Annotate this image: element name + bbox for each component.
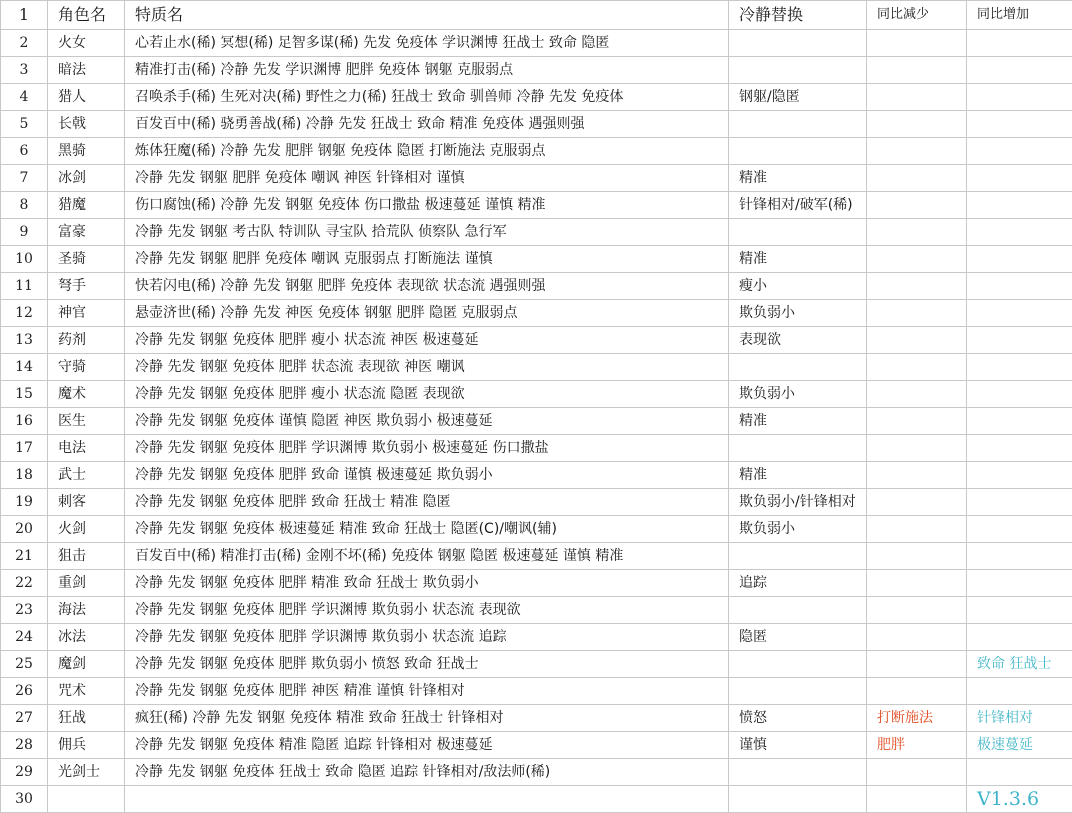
- cell-decrease[interactable]: [867, 489, 967, 516]
- cell-increase[interactable]: [967, 408, 1072, 435]
- cell-calm-replace[interactable]: 欺负弱小: [729, 516, 867, 543]
- cell-decrease[interactable]: [867, 462, 967, 489]
- cell-increase[interactable]: [967, 462, 1072, 489]
- cell-decrease[interactable]: [867, 327, 967, 354]
- cell-increase[interactable]: [967, 327, 1072, 354]
- row-number[interactable]: 4: [1, 84, 48, 111]
- row-number[interactable]: 9: [1, 219, 48, 246]
- cell-calm-replace[interactable]: [729, 678, 867, 705]
- cell-increase[interactable]: [967, 516, 1072, 543]
- cell-decrease[interactable]: [867, 435, 967, 462]
- table-row: [1, 462, 1072, 489]
- cell-trait-names[interactable]: 悬壶济世(稀) 冷静 先发 神医 免疫体 钢躯 肥胖 隐匿 克服弱点: [125, 300, 729, 327]
- row-number[interactable]: 3: [1, 57, 48, 84]
- table-row: [1, 786, 1072, 813]
- cell-role-name[interactable]: 重剑: [48, 570, 125, 597]
- row-number[interactable]: 17: [1, 435, 48, 462]
- cell-role-name[interactable]: 光剑士: [48, 759, 125, 786]
- row-number[interactable]: 21: [1, 543, 48, 570]
- row-number[interactable]: 7: [1, 165, 48, 192]
- cell-increase[interactable]: [967, 300, 1072, 327]
- cell-increase[interactable]: [967, 165, 1072, 192]
- cell-trait-names[interactable]: 冷静 先发 钢躯 免疫体 极速蔓延 精准 致命 狂战士 隐匿(C)/嘲讽(辅): [125, 516, 729, 543]
- cell-decrease[interactable]: [867, 678, 967, 705]
- cell-calm-replace[interactable]: [729, 219, 867, 246]
- cell-calm-replace[interactable]: 表现欲: [729, 327, 867, 354]
- row-number[interactable]: 10: [1, 246, 48, 273]
- cell-decrease[interactable]: [867, 246, 967, 273]
- cell-role-name[interactable]: 弩手: [48, 273, 125, 300]
- cell-increase[interactable]: [967, 678, 1072, 705]
- cell-trait-names[interactable]: 精准打击(稀) 冷静 先发 学识渊博 肥胖 免疫体 钢躯 克服弱点: [125, 57, 729, 84]
- cell-trait-names[interactable]: 冷静 先发 钢躯 免疫体 肥胖 状态流 表现欲 神医 嘲讽: [125, 354, 729, 381]
- cell-calm-replace[interactable]: [729, 30, 867, 57]
- cell-calm-replace[interactable]: 愤怒: [729, 705, 867, 732]
- cell-decrease[interactable]: [867, 570, 967, 597]
- cell-trait-names[interactable]: 冷静 先发 钢躯 考古队 特训队 寻宝队 拾荒队 侦察队 急行军: [125, 219, 729, 246]
- cell-increase[interactable]: [967, 138, 1072, 165]
- cell-calm-replace[interactable]: [729, 759, 867, 786]
- cell-increase[interactable]: [967, 543, 1072, 570]
- cell-calm-replace[interactable]: [729, 543, 867, 570]
- cell-calm-replace[interactable]: [729, 57, 867, 84]
- cell-calm-replace[interactable]: 追踪: [729, 570, 867, 597]
- cell-decrease[interactable]: [867, 408, 967, 435]
- cell-increase[interactable]: [967, 759, 1072, 786]
- cell-calm-replace[interactable]: [729, 786, 867, 813]
- cell-calm-replace[interactable]: 欺负弱小: [729, 300, 867, 327]
- cell-increase[interactable]: [967, 354, 1072, 381]
- table-row: [1, 570, 1072, 597]
- row-number[interactable]: 24: [1, 624, 48, 651]
- table-row: [1, 651, 1072, 678]
- cell-increase[interactable]: 针锋相对: [967, 705, 1072, 732]
- cell-decrease[interactable]: [867, 516, 967, 543]
- cell-decrease[interactable]: 肥胖: [867, 732, 967, 759]
- row-number[interactable]: 5: [1, 111, 48, 138]
- cell-trait-names[interactable]: 心若止水(稀) 冥想(稀) 足智多谋(稀) 先发 免疫体 学识渊博 狂战士 致命 隐匿: [125, 30, 729, 57]
- cell-increase[interactable]: [967, 624, 1072, 651]
- table-row: [1, 165, 1072, 192]
- cell-increase[interactable]: [967, 219, 1072, 246]
- cell-decrease[interactable]: [867, 138, 967, 165]
- row-number[interactable]: 18: [1, 462, 48, 489]
- header-decrease[interactable]: 同比减少: [867, 1, 967, 30]
- row-number[interactable]: 15: [1, 381, 48, 408]
- table-row: [1, 678, 1072, 705]
- cell-increase[interactable]: [967, 57, 1072, 84]
- cell-increase[interactable]: [967, 489, 1072, 516]
- cell-increase[interactable]: [967, 30, 1072, 57]
- cell-trait-names[interactable]: 冷静 先发 钢躯 免疫体 肥胖 精准 致命 狂战士 欺负弱小: [125, 570, 729, 597]
- row-number[interactable]: 22: [1, 570, 48, 597]
- row-number[interactable]: 8: [1, 192, 48, 219]
- cell-increase[interactable]: [967, 192, 1072, 219]
- cell-increase[interactable]: [967, 84, 1072, 111]
- cell-role-name[interactable]: 火女: [48, 30, 125, 57]
- table-row: [1, 57, 1072, 84]
- row-number[interactable]: 12: [1, 300, 48, 327]
- table-row: [1, 300, 1072, 327]
- cell-calm-replace[interactable]: 钢躯/隐匿: [729, 84, 867, 111]
- cell-trait-names[interactable]: 冷静 先发 钢躯 免疫体 肥胖 神医 精准 谨慎 针锋相对: [125, 678, 729, 705]
- table-row: [1, 489, 1072, 516]
- row-number[interactable]: 19: [1, 489, 48, 516]
- cell-role-name[interactable]: 电法: [48, 435, 125, 462]
- table-row: [1, 111, 1072, 138]
- cell-trait-names[interactable]: 冷静 先发 钢躯 免疫体 肥胖 致命 狂战士 精准 隐匿: [125, 489, 729, 516]
- cell-role-name[interactable]: 药剂: [48, 327, 125, 354]
- cell-decrease[interactable]: [867, 543, 967, 570]
- cell-role-name[interactable]: 圣骑: [48, 246, 125, 273]
- row-number[interactable]: 20: [1, 516, 48, 543]
- table-row: [1, 597, 1072, 624]
- cell-role-name[interactable]: 冰剑: [48, 165, 125, 192]
- table-row: [1, 192, 1072, 219]
- cell-increase[interactable]: 致命 狂战士: [967, 651, 1072, 678]
- cell-decrease[interactable]: [867, 219, 967, 246]
- cell-role-name[interactable]: 长戟: [48, 111, 125, 138]
- table-row: [1, 435, 1072, 462]
- cell-calm-replace[interactable]: 欺负弱小/针锋相对: [729, 489, 867, 516]
- cell-increase[interactable]: [967, 111, 1072, 138]
- cell-trait-names[interactable]: 召唤杀手(稀) 生死对决(稀) 野性之力(稀) 狂战士 致命 驯兽师 冷静 先发 免疫体: [125, 84, 729, 111]
- table-row: [1, 543, 1072, 570]
- cell-calm-replace[interactable]: 隐匿: [729, 624, 867, 651]
- row-number[interactable]: 13: [1, 327, 48, 354]
- cell-decrease[interactable]: [867, 786, 967, 813]
- cell-calm-replace[interactable]: 精准: [729, 165, 867, 192]
- cell-increase[interactable]: 极速蔓延: [967, 732, 1072, 759]
- cell-increase[interactable]: [967, 273, 1072, 300]
- cell-calm-replace[interactable]: 谨慎: [729, 732, 867, 759]
- cell-trait-names[interactable]: [125, 786, 729, 813]
- table-row: [1, 354, 1072, 381]
- cell-role-name[interactable]: 狂战: [48, 705, 125, 732]
- cell-trait-names[interactable]: 冷静 先发 钢躯 免疫体 肥胖 瘦小 状态流 隐匿 表现欲: [125, 381, 729, 408]
- cell-trait-names[interactable]: 百发百中(稀) 精准打击(稀) 金刚不坏(稀) 免疫体 钢躯 隐匿 极速蔓延 谨慎 精准: [125, 543, 729, 570]
- cell-calm-replace[interactable]: 针锋相对/破军(稀): [729, 192, 867, 219]
- cell-calm-replace[interactable]: [729, 111, 867, 138]
- row-number[interactable]: 27: [1, 705, 48, 732]
- cell-calm-replace[interactable]: 精准: [729, 408, 867, 435]
- cell-calm-replace[interactable]: 瘦小: [729, 273, 867, 300]
- cell-role-name[interactable]: 魔剑: [48, 651, 125, 678]
- table-row: [1, 219, 1072, 246]
- header-role-name[interactable]: 角色名: [48, 1, 125, 30]
- row-number[interactable]: 25: [1, 651, 48, 678]
- cell-calm-replace[interactable]: 精准: [729, 246, 867, 273]
- cell-role-name[interactable]: 魔术: [48, 381, 125, 408]
- row-number[interactable]: 6: [1, 138, 48, 165]
- row-number[interactable]: 30: [1, 786, 48, 813]
- cell-increase[interactable]: V1.3.6: [967, 786, 1072, 813]
- cell-trait-names[interactable]: 冷静 先发 钢躯 免疫体 肥胖 学识渊博 欺负弱小 状态流 表现欲: [125, 597, 729, 624]
- cell-decrease[interactable]: [867, 381, 967, 408]
- cell-calm-replace[interactable]: [729, 354, 867, 381]
- cell-decrease[interactable]: [867, 192, 967, 219]
- cell-trait-names[interactable]: 疯狂(稀) 冷静 先发 钢躯 免疫体 精准 致命 狂战士 针锋相对: [125, 705, 729, 732]
- cell-role-name[interactable]: 医生: [48, 408, 125, 435]
- row-number[interactable]: 14: [1, 354, 48, 381]
- cell-role-name[interactable]: [48, 786, 125, 813]
- cell-role-name[interactable]: 刺客: [48, 489, 125, 516]
- table-row: [1, 516, 1072, 543]
- table-row: [1, 759, 1072, 786]
- cell-calm-replace[interactable]: 欺负弱小: [729, 381, 867, 408]
- header-trait-names[interactable]: 特质名: [125, 1, 729, 30]
- cell-trait-names[interactable]: 百发百中(稀) 骁勇善战(稀) 冷静 先发 狂战士 致命 精准 免疫体 遇强则强: [125, 111, 729, 138]
- table-row: [1, 84, 1072, 111]
- table-row: [1, 705, 1072, 732]
- cell-increase[interactable]: [967, 597, 1072, 624]
- cell-trait-names[interactable]: 冷静 先发 钢躯 免疫体 精准 隐匿 追踪 针锋相对 极速蔓延: [125, 732, 729, 759]
- cell-increase[interactable]: [967, 381, 1072, 408]
- cell-calm-replace[interactable]: [729, 597, 867, 624]
- row-number[interactable]: 29: [1, 759, 48, 786]
- cell-increase[interactable]: [967, 570, 1072, 597]
- cell-calm-replace[interactable]: 精准: [729, 462, 867, 489]
- cell-decrease[interactable]: 打断施法: [867, 705, 967, 732]
- cell-trait-names[interactable]: 冷静 先发 钢躯 肥胖 免疫体 嘲讽 克服弱点 打断施法 谨慎: [125, 246, 729, 273]
- row-number[interactable]: 2: [1, 30, 48, 57]
- table-row: [1, 327, 1072, 354]
- table-row: [1, 30, 1072, 57]
- cell-calm-replace[interactable]: [729, 435, 867, 462]
- cell-trait-names[interactable]: 快若闪电(稀) 冷静 先发 钢躯 肥胖 免疫体 表现欲 状态流 遇强则强: [125, 273, 729, 300]
- cell-role-name[interactable]: 咒术: [48, 678, 125, 705]
- cell-decrease[interactable]: [867, 57, 967, 84]
- header-increase[interactable]: 同比增加: [967, 1, 1072, 30]
- cell-decrease[interactable]: [867, 165, 967, 192]
- cell-trait-names[interactable]: 冷静 先发 钢躯 免疫体 狂战士 致命 隐匿 追踪 针锋相对/敌法师(稀): [125, 759, 729, 786]
- cell-role-name[interactable]: 武士: [48, 462, 125, 489]
- cell-increase[interactable]: [967, 435, 1072, 462]
- cell-trait-names[interactable]: 冷静 先发 钢躯 免疫体 谨慎 隐匿 神医 欺负弱小 极速蔓延: [125, 408, 729, 435]
- header-row: [1, 1, 1072, 30]
- cell-role-name[interactable]: 佣兵: [48, 732, 125, 759]
- cell-trait-names[interactable]: 冷静 先发 钢躯 免疫体 肥胖 瘦小 状态流 神医 极速蔓延: [125, 327, 729, 354]
- header-calm-replace[interactable]: 冷静替换: [729, 1, 867, 30]
- table-row: [1, 732, 1072, 759]
- cell-decrease[interactable]: [867, 759, 967, 786]
- row-number[interactable]: 26: [1, 678, 48, 705]
- row-number[interactable]: 11: [1, 273, 48, 300]
- cell-decrease[interactable]: [867, 300, 967, 327]
- cell-role-name[interactable]: 火剑: [48, 516, 125, 543]
- cell-role-name[interactable]: 守骑: [48, 354, 125, 381]
- cell-role-name[interactable]: 冰法: [48, 624, 125, 651]
- row-number[interactable]: 23: [1, 597, 48, 624]
- cell-trait-names[interactable]: 伤口腐蚀(稀) 冷静 先发 钢躯 免疫体 伤口撒盐 极速蔓延 谨慎 精准: [125, 192, 729, 219]
- cell-trait-names[interactable]: 冷静 先发 钢躯 免疫体 肥胖 学识渊博 欺负弱小 极速蔓延 伤口撒盐: [125, 435, 729, 462]
- table-row: [1, 624, 1072, 651]
- cell-decrease[interactable]: [867, 111, 967, 138]
- cell-trait-names[interactable]: 冷静 先发 钢躯 肥胖 免疫体 嘲讽 神医 针锋相对 谨慎: [125, 165, 729, 192]
- row-number[interactable]: 28: [1, 732, 48, 759]
- cell-decrease[interactable]: [867, 30, 967, 57]
- cell-trait-names[interactable]: 冷静 先发 钢躯 免疫体 肥胖 致命 谨慎 极速蔓延 欺负弱小: [125, 462, 729, 489]
- cell-decrease[interactable]: [867, 651, 967, 678]
- cell-role-name[interactable]: 海法: [48, 597, 125, 624]
- cell-role-name[interactable]: 神官: [48, 300, 125, 327]
- cell-trait-names[interactable]: 炼体狂魔(稀) 冷静 先发 肥胖 钢躯 免疫体 隐匿 打断施法 克服弱点: [125, 138, 729, 165]
- table-row: [1, 408, 1072, 435]
- cell-decrease[interactable]: [867, 624, 967, 651]
- cell-role-name[interactable]: 富豪: [48, 219, 125, 246]
- row-number[interactable]: 16: [1, 408, 48, 435]
- cell-increase[interactable]: [967, 246, 1072, 273]
- cell-role-name[interactable]: 猎人: [48, 84, 125, 111]
- row-number[interactable]: 1: [1, 1, 48, 30]
- cell-decrease[interactable]: [867, 597, 967, 624]
- cell-calm-replace[interactable]: [729, 138, 867, 165]
- table-row: [1, 273, 1072, 300]
- table-row: [1, 381, 1072, 408]
- cell-trait-names[interactable]: 冷静 先发 钢躯 免疫体 肥胖 学识渊博 欺负弱小 状态流 追踪: [125, 624, 729, 651]
- cell-role-name[interactable]: 狙击: [48, 543, 125, 570]
- table-row: [1, 138, 1072, 165]
- table-row: [1, 246, 1072, 273]
- cell-role-name[interactable]: 黑骑: [48, 138, 125, 165]
- cell-decrease[interactable]: [867, 84, 967, 111]
- cell-role-name[interactable]: 猎魔: [48, 192, 125, 219]
- cell-decrease[interactable]: [867, 354, 967, 381]
- cell-role-name[interactable]: 暗法: [48, 57, 125, 84]
- cell-decrease[interactable]: [867, 273, 967, 300]
- cell-calm-replace[interactable]: [729, 651, 867, 678]
- cell-trait-names[interactable]: 冷静 先发 钢躯 免疫体 肥胖 欺负弱小 愤怒 致命 狂战士: [125, 651, 729, 678]
